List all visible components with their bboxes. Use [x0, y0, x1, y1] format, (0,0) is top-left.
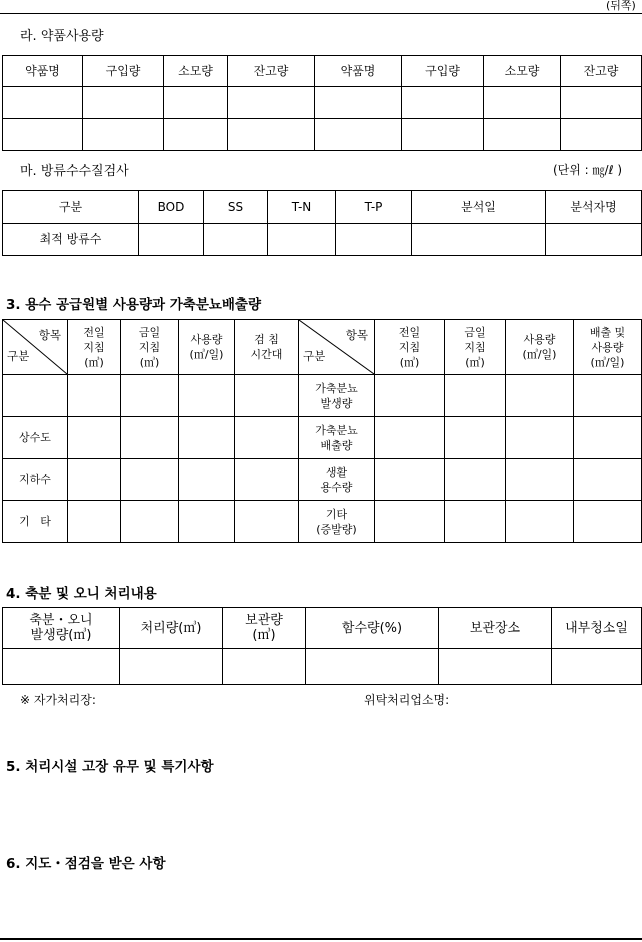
empty-cell[interactable] — [375, 459, 445, 501]
table-row — [3, 459, 642, 501]
header-cell: 전일 지침 (㎥) — [375, 320, 445, 375]
header-cell: 약품명 — [3, 56, 83, 87]
diagonal-header-cell — [3, 320, 68, 375]
empty-cell[interactable] — [228, 87, 315, 119]
empty-cell[interactable] — [445, 501, 506, 543]
table-row — [3, 501, 642, 543]
empty-cell[interactable] — [3, 119, 83, 151]
header-cell: 내부청소일 — [552, 608, 642, 649]
empty-cell[interactable] — [235, 501, 299, 543]
empty-cell[interactable] — [121, 459, 179, 501]
empty-cell[interactable] — [484, 87, 561, 119]
empty-cell[interactable] — [439, 649, 552, 685]
row-label: 최적 방류수 — [3, 224, 139, 256]
empty-cell[interactable] — [484, 119, 561, 151]
empty-cell[interactable] — [315, 119, 402, 151]
empty-cell[interactable] — [375, 375, 445, 417]
section-ra-title: 라. 약품사용량 — [20, 29, 104, 44]
table-header-row — [3, 56, 642, 87]
empty-cell[interactable] — [402, 87, 484, 119]
chemical-usage-table — [2, 55, 642, 151]
row-label: 생활 용수량 — [299, 459, 375, 501]
empty-cell[interactable] — [268, 224, 336, 256]
table-header-row — [3, 320, 642, 375]
section-5-title: 5. 처리시설 고장 유무 및 특기사항 — [6, 759, 214, 775]
empty-cell[interactable] — [68, 375, 121, 417]
header-cell: 처리량(㎥) — [120, 608, 223, 649]
header-cell: 보관장소 — [439, 608, 552, 649]
water-supply-table — [2, 319, 642, 543]
header-cell: 소모량 — [484, 56, 561, 87]
header-cell: 잔고량 — [228, 56, 315, 87]
unit-label: (단위 : ㎎/ℓ ) — [553, 163, 623, 177]
diag-top-label: 항목 — [38, 328, 61, 342]
empty-cell[interactable] — [315, 87, 402, 119]
table-row — [3, 649, 642, 685]
section-4-title: 4. 축분 및 오니 처리내용 — [6, 586, 157, 602]
header-cell: 축분・오니 발생량(㎥) — [3, 608, 120, 649]
header-cell: 구입량 — [402, 56, 484, 87]
row-label: 가축분뇨 발생량 — [299, 375, 375, 417]
empty-cell[interactable] — [235, 417, 299, 459]
page-marker: (뒤쪽) — [606, 0, 636, 12]
diag-bottom-label: 구분 — [303, 349, 326, 363]
header-cell: 사용량 (㎥/일) — [506, 320, 574, 375]
header-cell: 함수량(%) — [306, 608, 439, 649]
empty-cell[interactable] — [83, 87, 164, 119]
header-cell: SS — [204, 191, 268, 224]
empty-cell[interactable] — [121, 417, 179, 459]
header-cell: T-P — [336, 191, 412, 224]
header-cell: 금일 지침 (㎥) — [121, 320, 179, 375]
header-cell: T-N — [268, 191, 336, 224]
header-cell: 약품명 — [315, 56, 402, 87]
section-6-title: 6. 지도・점검을 받은 사항 — [6, 856, 166, 872]
top-rule — [0, 13, 642, 14]
empty-cell[interactable] — [574, 501, 642, 543]
header-cell: 전일 지침 (㎥) — [68, 320, 121, 375]
diag-top-label: 항목 — [345, 328, 368, 342]
empty-cell[interactable] — [574, 417, 642, 459]
section-3-title: 3. 용수 공급원별 사용량과 가축분뇨배출량 — [6, 297, 262, 313]
empty-cell[interactable] — [546, 224, 642, 256]
row-label — [3, 375, 68, 417]
header-cell: 사용량 (㎥/일) — [179, 320, 235, 375]
empty-cell[interactable] — [83, 119, 164, 151]
header-cell: 보관량 (㎥) — [223, 608, 306, 649]
empty-cell[interactable] — [506, 501, 574, 543]
empty-cell[interactable] — [204, 224, 268, 256]
empty-cell[interactable] — [552, 649, 642, 685]
empty-cell[interactable] — [506, 417, 574, 459]
empty-cell[interactable] — [68, 417, 121, 459]
header-cell: 소모량 — [164, 56, 228, 87]
empty-cell[interactable] — [3, 649, 120, 685]
table-row — [3, 375, 642, 417]
empty-cell[interactable] — [139, 224, 204, 256]
contractor-note: 위탁처리업소명: — [364, 693, 450, 707]
empty-cell[interactable] — [179, 459, 235, 501]
row-label: 지하수 — [3, 459, 68, 501]
table-row — [3, 87, 642, 119]
header-cell: 검 침 시간대 — [235, 320, 299, 375]
header-cell: 금일 지침 (㎥) — [445, 320, 506, 375]
empty-cell[interactable] — [506, 459, 574, 501]
empty-cell[interactable] — [179, 375, 235, 417]
table-row — [3, 417, 642, 459]
empty-cell[interactable] — [561, 87, 642, 119]
table-row — [3, 119, 642, 151]
diagonal-header-cell — [299, 320, 375, 375]
empty-cell[interactable] — [445, 459, 506, 501]
empty-cell[interactable] — [506, 375, 574, 417]
empty-cell[interactable] — [306, 649, 439, 685]
empty-cell[interactable] — [235, 375, 299, 417]
empty-cell[interactable] — [561, 119, 642, 151]
empty-cell[interactable] — [574, 459, 642, 501]
empty-cell[interactable] — [235, 459, 299, 501]
row-label: 기 타 — [3, 501, 68, 543]
empty-cell[interactable] — [375, 501, 445, 543]
empty-cell[interactable] — [121, 375, 179, 417]
row-label: 기타 (증발량) — [299, 501, 375, 543]
empty-cell[interactable] — [223, 649, 306, 685]
self-treatment-note: ※ 자가처리장: — [20, 693, 96, 707]
section-ma-title: 마. 방류수수질검사 — [20, 164, 129, 179]
empty-cell[interactable] — [402, 119, 484, 151]
header-cell: 분석일 — [412, 191, 546, 224]
header-cell: 배출 및 사용량 (㎥/일) — [574, 320, 642, 375]
empty-cell[interactable] — [3, 87, 83, 119]
row-label: 가축분뇨 배출량 — [299, 417, 375, 459]
empty-cell[interactable] — [574, 375, 642, 417]
empty-cell[interactable] — [68, 501, 121, 543]
empty-cell[interactable] — [336, 224, 412, 256]
empty-cell[interactable] — [179, 417, 235, 459]
bottom-rule — [0, 938, 642, 940]
header-cell: 구분 — [3, 191, 139, 224]
empty-cell[interactable] — [412, 224, 546, 256]
row-label: 상수도 — [3, 417, 68, 459]
manure-processing-table — [2, 607, 642, 685]
table-row — [3, 224, 642, 256]
empty-cell[interactable] — [179, 501, 235, 543]
empty-cell[interactable] — [445, 417, 506, 459]
empty-cell[interactable] — [68, 459, 121, 501]
header-cell: 잔고량 — [561, 56, 642, 87]
empty-cell[interactable] — [121, 501, 179, 543]
water-quality-table — [2, 190, 642, 256]
empty-cell[interactable] — [164, 87, 228, 119]
empty-cell[interactable] — [120, 649, 223, 685]
header-cell: 구입량 — [83, 56, 164, 87]
empty-cell[interactable] — [228, 119, 315, 151]
table-header-row — [3, 191, 642, 224]
table-header-row — [3, 608, 642, 649]
empty-cell[interactable] — [375, 417, 445, 459]
header-cell: 분석자명 — [546, 191, 642, 224]
empty-cell[interactable] — [164, 119, 228, 151]
empty-cell[interactable] — [445, 375, 506, 417]
diag-bottom-label: 구분 — [7, 349, 30, 363]
header-cell: BOD — [139, 191, 204, 224]
